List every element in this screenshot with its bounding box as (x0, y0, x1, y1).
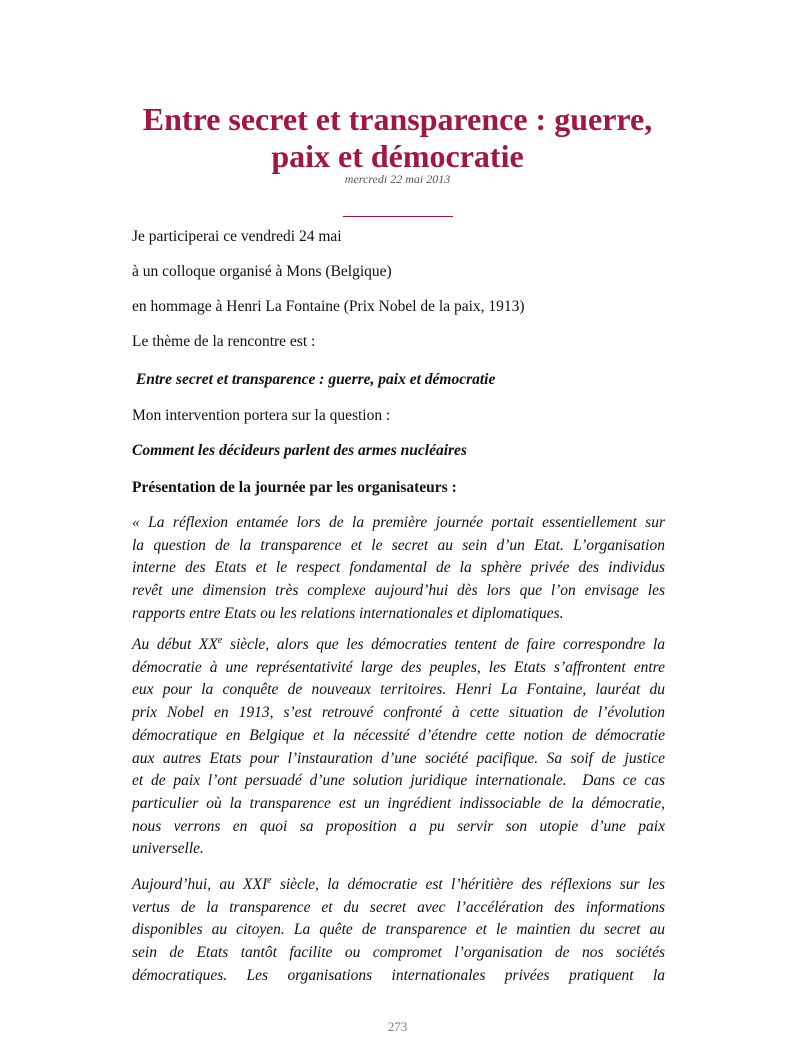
text-span: Aujourd’hui, au XXI (132, 876, 268, 893)
paragraph-2 (132, 634, 665, 861)
intro-line: en hommage à Henri La Fontaine (Prix Nobel de la paix, 1913) (132, 298, 525, 315)
text-line: rapports entre Etats ou les relations internationales et diplomatiques. (132, 604, 564, 622)
text-line: la question de la transparence et le secret au sein d’un Etat. L’organisation (132, 536, 665, 554)
superscript: e (217, 634, 223, 646)
text-line: démocratie à une représentativité large des peuples, les Etats s’affrontent entre (132, 658, 665, 676)
text-line: eux pour la conquête de nouveaux territoires. Henri La Fontaine, lauréat du (132, 681, 665, 699)
intro-line: Le thème de la rencontre est : (132, 333, 316, 350)
text-line: prix Nobel en 1913, s’est retrouvé confronté à cette situation de l’évolution (132, 704, 665, 722)
intro-line: Je participerai ce vendredi 24 mai (132, 228, 342, 245)
text-line: et de paix l’ont persuadé d’une solution juridique internationale. Dans ce cas (132, 772, 665, 790)
text-span: siècle, la démocratie est l’héritière des réflexions sur les (271, 876, 665, 893)
text-line: démocratique en Belgique et la nécessité d’étendre cette notion de démocratie (132, 726, 665, 744)
text-line: particulier où la transparence est un ingrédient indissociable de la démocratie, (132, 794, 665, 812)
text-line: disponibles au citoyen. La quête de transparence et le maintien du secret au (132, 921, 665, 939)
text-line (132, 874, 665, 897)
paragraph-1 (132, 512, 665, 626)
text-line: sein de Etats tantôt facilite ou compromet l’organisation de nos sociétés (132, 944, 665, 962)
divider (343, 216, 453, 217)
text-line: revêt une dimension très complexe aujourd’hui dès lors que l’on envisage les (132, 582, 665, 600)
section-heading: Présentation de la journée par les organisateurs : (132, 479, 457, 496)
intro-line: Mon intervention portera sur la question : (132, 407, 391, 424)
text-span: siècle, alors que les démocraties tentent de faire correspondre la (222, 636, 665, 653)
text-line: aux autres Etats pour l’instauration d’une société pacifique. Sa soif de justice (132, 749, 665, 767)
text-line: universelle. (132, 840, 204, 858)
text-line (132, 634, 665, 657)
superscript: e (267, 874, 272, 886)
colloquium-theme: Entre secret et transparence : guerre, paix et démocratie (132, 371, 496, 388)
page-number: 273 (387, 1019, 408, 1034)
paragraph-3 (132, 874, 665, 988)
text-line: vertus de la transparence et du secret avec l’accélération des informations (132, 898, 665, 916)
title-line: Entre secret et transparence : guerre, (142, 101, 653, 137)
post-date: mercredi 22 mai 2013 (344, 172, 451, 186)
text-line: nous verrons en quoi sa proposition a pu servir son utopie d’une paix (132, 817, 665, 835)
text-line: interne des Etats et le respect fondamental de la sphère privée des individus (132, 559, 665, 577)
intro-line: à un colloque organisé à Mons (Belgique) (132, 263, 392, 280)
text-line: « La réflexion entamée lors de la première journée portait essentiellement sur (132, 514, 665, 531)
page-title (0, 101, 795, 175)
text-span: Au début XX (132, 636, 218, 653)
talk-title: Comment les décideurs parlent des armes nucléaires (132, 442, 467, 459)
title-line: paix et démocratie (271, 138, 524, 174)
text-line: démocratiques. Les organisations internationales privées pratiquent la (132, 966, 665, 984)
